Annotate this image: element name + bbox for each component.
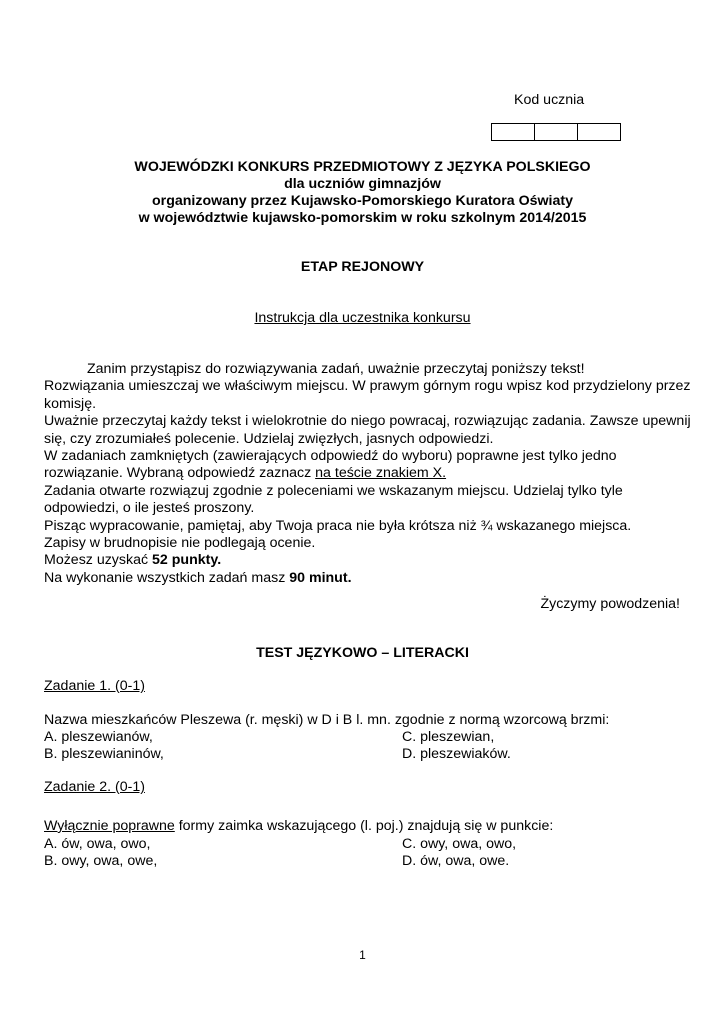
instruction-p4-text: W zadaniach zamkniętych (zawierających odpowiedź do wyboru) poprawne jest tylko jedno rozwiązanie. Wybraną odpowiedź zaznacz [44, 448, 617, 482]
instruction-points: 52 punkty. [152, 552, 222, 569]
instruction-body [44, 361, 694, 587]
header-line-2: dla uczniów gimnazjów [284, 176, 441, 192]
instruction-p3: Uważnie przeczytaj każdy tekst i wielokrotnie do niego powracaj, rozwiązując zadania. Zawsze upewnij się, czy zrozumiałeś polecenie. Udzielaj zwięzłych, jasnych odpowiedzi. [44, 413, 691, 447]
instruction-p1: Zanim przystąpisz do rozwiązywania zadań, uważnie przeczytaj poniższy tekst! [87, 361, 585, 377]
instruction-title: Instrukcja dla uczestnika konkursu [254, 310, 471, 326]
document-header [0, 159, 725, 227]
task-2-title: Zadanie 2. (0-1) [44, 779, 145, 795]
header-line-4: w województwie kujawsko-pomorskim w roku szkolnym 2014/2015 [138, 210, 587, 226]
task-1-option-b[interactable]: B. pleszewianinów, [44, 746, 164, 763]
task-2-options [44, 836, 694, 871]
header-line-1: WOJEWÓDZKI KONKURS PRZEDMIOTOWY Z JĘZYKA POLSKIEGO [134, 159, 591, 175]
student-code-boxes[interactable] [491, 123, 621, 141]
task-2-option-b[interactable]: B. owy, owa, owe, [44, 853, 158, 870]
instruction-p4 [44, 448, 694, 483]
student-code-box-2[interactable] [535, 124, 578, 140]
task-1-option-a[interactable]: A. pleszewianów, [44, 729, 153, 745]
test-title: TEST JĘZYKOWO – LITERACKI [256, 645, 469, 661]
good-luck-text: Życzymy powodzenia! [540, 596, 680, 612]
instruction-p6: Pisząc wypracowanie, pamiętaj, aby Twoja praca nie była krótsza niż ¾ wskazanego miejsca. [44, 517, 632, 534]
student-code-box-1[interactable] [492, 124, 535, 140]
task-1-options [44, 729, 694, 764]
task-1-question: Nazwa mieszkańców Pleszewa (r. męski) w D i B l. mn. zgodnie z normą wzorcową brzmi: [44, 712, 610, 728]
instruction-p8 [44, 552, 694, 569]
student-code-label: Kod ucznia [514, 92, 585, 108]
page-number: 1 [359, 948, 366, 962]
task-2-option-c[interactable]: C. owy, owa, owo, [402, 836, 517, 852]
task-2-question-emphasis: Wyłącznie poprawne [44, 818, 175, 834]
instruction-p2: Rozwiązania umieszczaj we właściwym miejscu. W prawym górnym rogu wpisz kod przydzielony przez komisję. [44, 378, 691, 412]
instruction-p7: Zapisy w brudnopisie nie podlegają ocenie. [44, 535, 316, 552]
task-1-option-c[interactable]: C. pleszewian, [402, 729, 495, 745]
instruction-p9 [44, 570, 694, 587]
task-2-option-d[interactable]: D. ów, owa, owe. [402, 853, 510, 870]
task-2-option-a[interactable]: A. ów, owa, owo, [44, 836, 151, 852]
instruction-p4-underlined: na teście znakiem X. [315, 465, 447, 482]
header-line-3: organizowany przez Kujawsko-Pomorskiego Kuratora Oświaty [152, 193, 573, 209]
instruction-time: 90 minut. [289, 569, 352, 586]
instruction-p5: Zadania otwarte rozwiązuj zgodnie z poleceniami we wskazanym miejscu. Udzielaj tylko tyle odpowiedzi, o ile jesteś proszony. [44, 482, 623, 517]
stage-title: ETAP REJONOWY [300, 259, 425, 275]
task-2-question-text: formy zaimka wskazującego (l. poj.) znajdują się w punkcie: [174, 818, 554, 834]
instruction-p8-text: Możesz uzyskać [44, 552, 153, 569]
task-1-option-d[interactable]: D. pleszewiaków. [402, 746, 511, 763]
task-2-question [44, 818, 694, 835]
student-code-box-3[interactable] [578, 124, 620, 140]
task-1-title: Zadanie 1. (0-1) [44, 678, 145, 694]
instruction-p9-text: Na wykonanie wszystkich zadań masz [44, 569, 290, 586]
